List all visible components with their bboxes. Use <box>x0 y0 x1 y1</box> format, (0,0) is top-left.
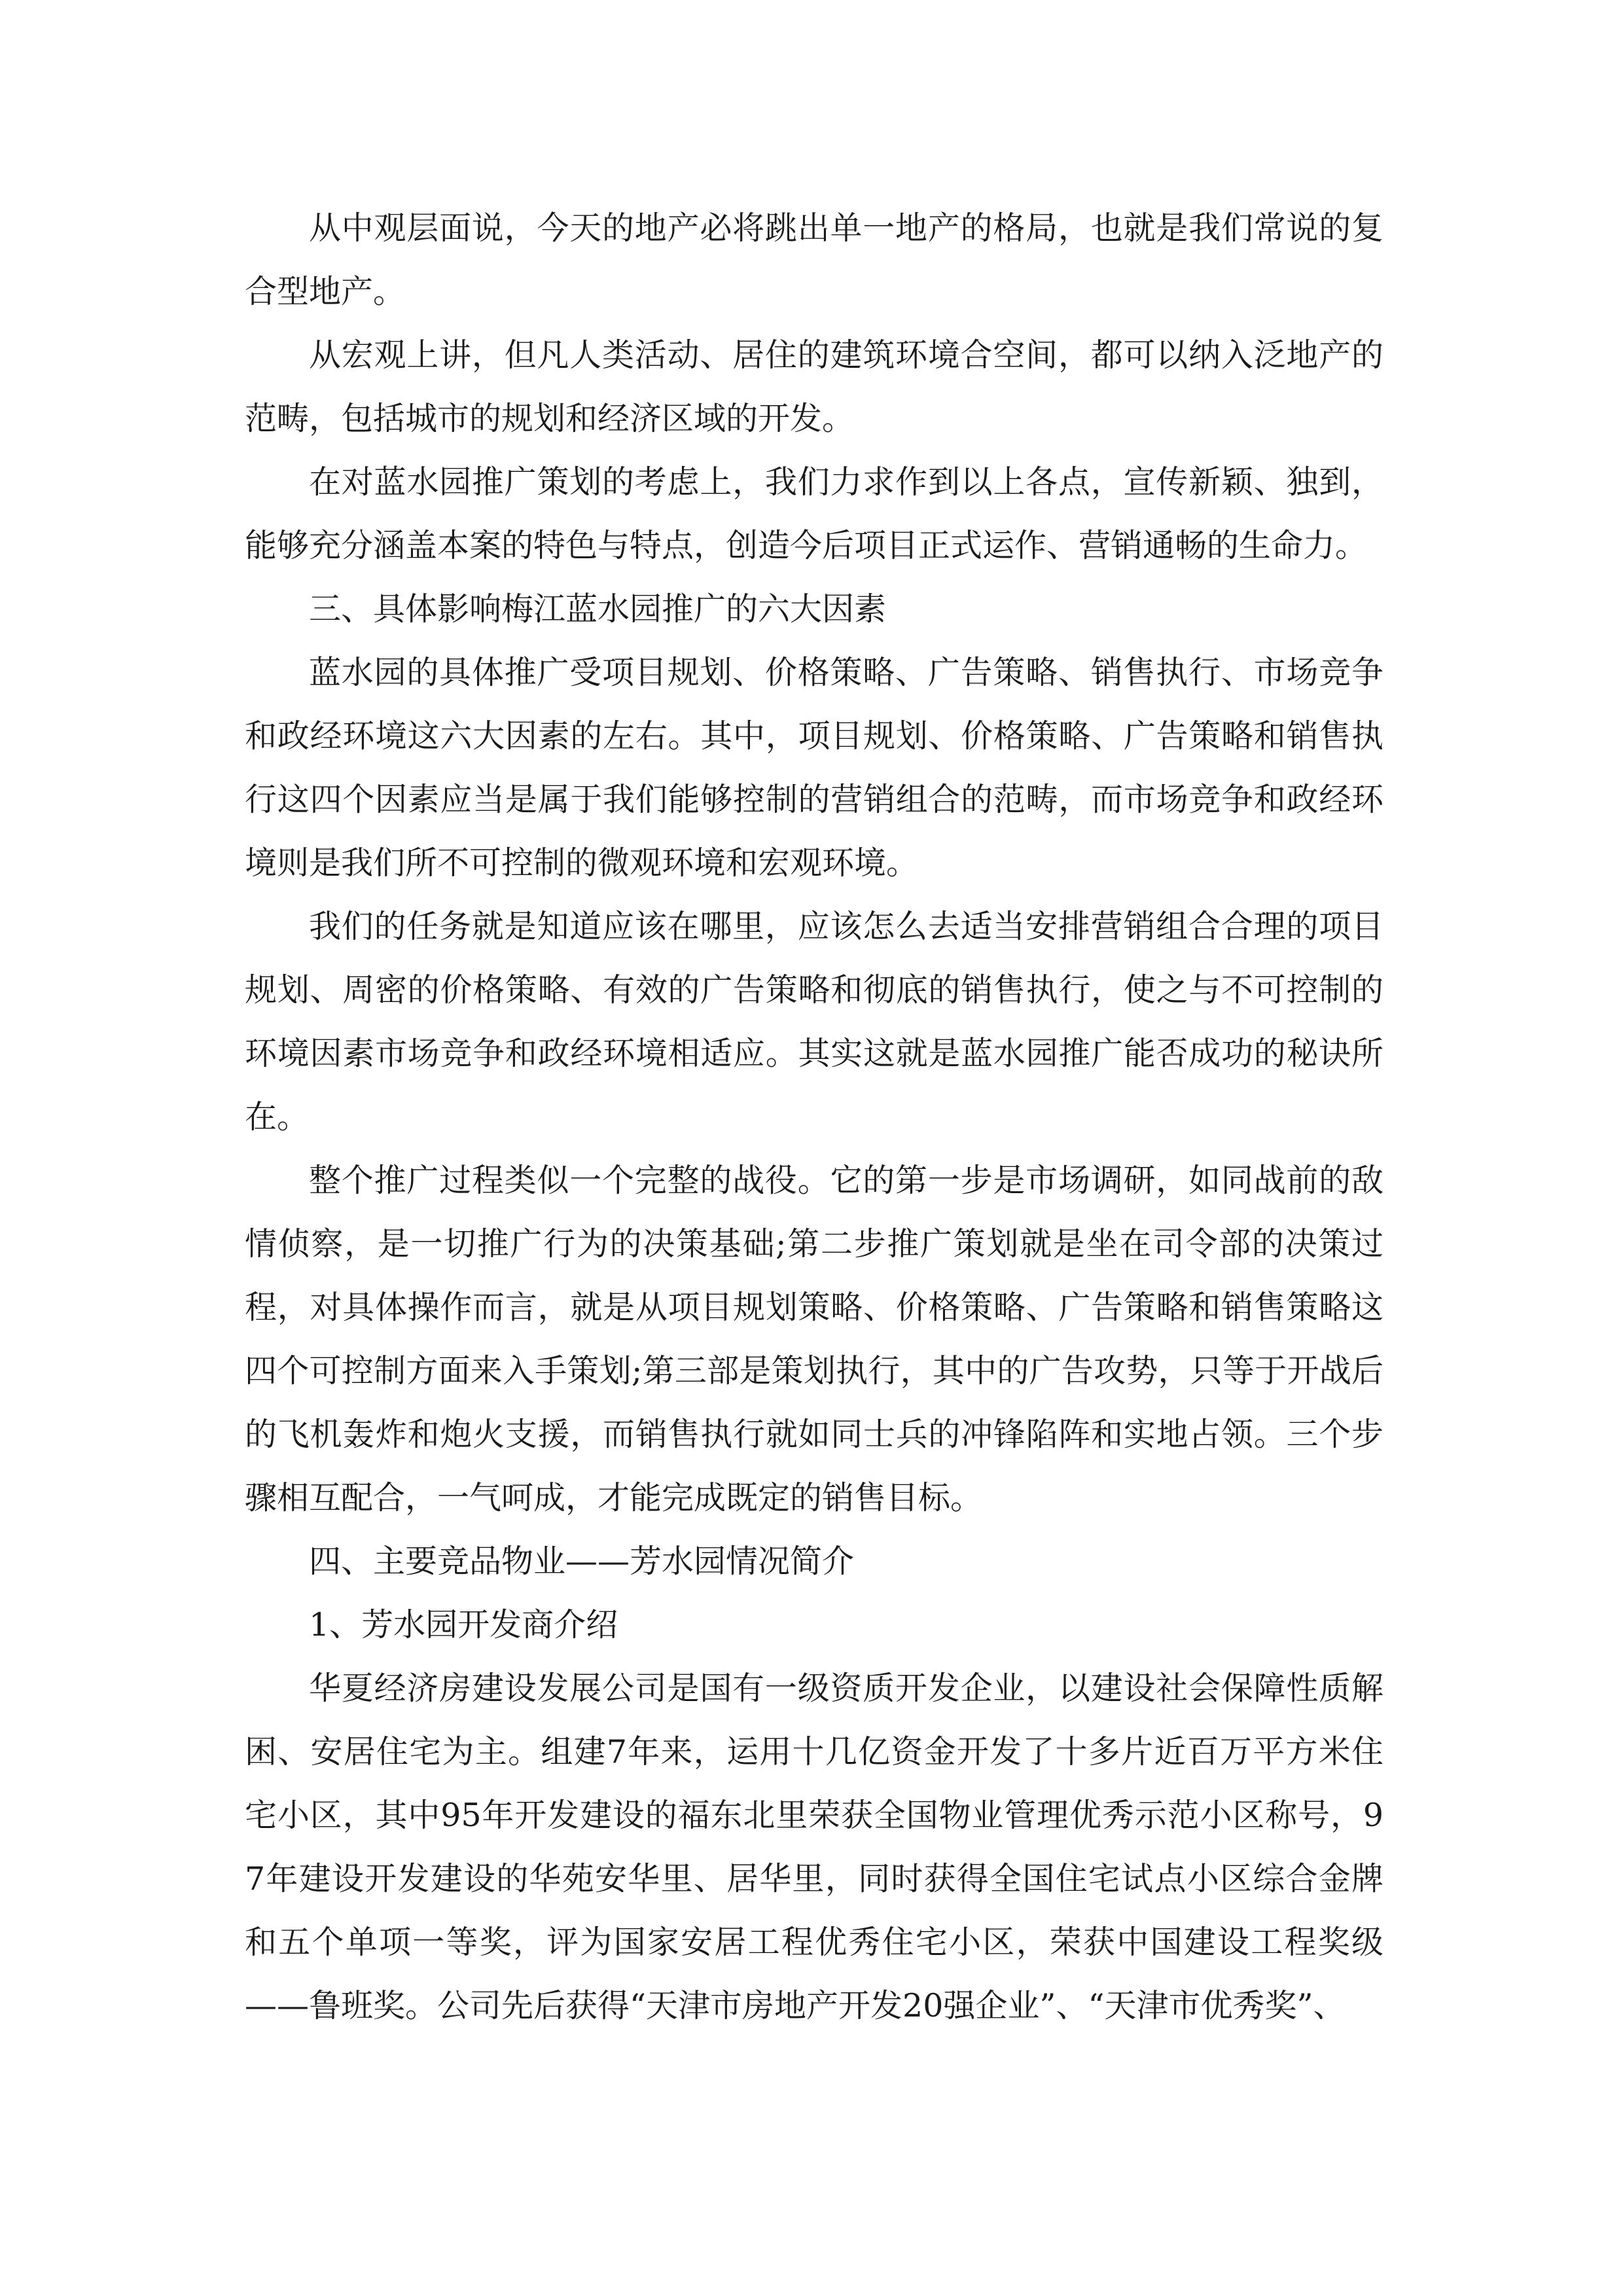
section-heading-4: 四、主要竞品物业——芳水园情况简介 <box>309 1543 855 1580</box>
section-heading-3: 三、具体影响梅江蓝水园推广的六大因素 <box>309 590 887 628</box>
paragraph-task: 我们的任务就是知道应该在哪里，应该怎么去适当安排营销组合合理的项目规划、周密的价格策略、有效的广告策略和彻底的销售执行，使之与不可控制的环境因素市场竞争和政经环境相适应。其实这就是蓝水园推广能否成功的秘诀所在。 <box>245 908 1383 1136</box>
subsection-heading-4-1: 1、芳水园开发商介绍 <box>309 1606 618 1643</box>
paragraph-developer-intro: 华夏经济房建设发展公司是国有一级资质开发企业，以建设社会保障性质解困、安居住宅为主。组建7年来，运用十几亿资金开发了十多片近百万平方米住宅小区，其中95年开发建设的福东北里荣获全国物业管理优秀示范小区称号，97年建设开发建设的华苑安华里、居华里，同时获得全国住宅试点小区综合金牌和五个单项一等奖，评为国家安居工程优秀住宅小区，荣获中国建设工程奖级——鲁班奖。公司先后获得“天津市房地产开发20强企业”、“天津市优秀奖”、 <box>245 1670 1383 2024</box>
paragraph-promotion-planning: 在对蓝水园推广策划的考虑上，我们力求作到以上各点，宣传新颖、独到，能够充分涵盖本案的特色与特点，创造今后项目正式运作、营销通畅的生命力。 <box>245 463 1383 564</box>
paragraph-macroscale: 从宏观上讲，但凡人类活动、居住的建筑环境合空间，都可以纳入泛地产的范畴，包括城市的规划和经济区域的开发。 <box>245 336 1383 437</box>
paragraph-mesoscale: 从中观层面说，今天的地产必将跳出单一地产的格局，也就是我们常说的复合型地产。 <box>245 209 1383 310</box>
paragraph-six-factors: 蓝水园的具体推广受项目规划、价格策略、广告策略、销售执行、市场竞争和政经环境这六大因素的左右。其中，项目规划、价格策略、广告策略和销售执行这四个因素应当是属于我们能够控制的营销组合的范畴，而市场竞争和政经环境则是我们所不可控制的微观环境和宏观环境。 <box>245 654 1383 882</box>
paragraph-campaign: 整个推广过程类似一个完整的战役。它的第一步是市场调研，如同战前的敌情侦察，是一切推广行为的决策基础;第二步推广策划就是坐在司令部的决策过程，对具体操作而言，就是从项目规划策略、价格策略、广告策略和销售策略这四个可控制方面来入手策划;第三部是策划执行，其中的广告攻势，只等于开战后的飞机轰炸和炮火支援，而销售执行就如同士兵的冲锋陷阵和实地占领。三个步骤相互配合，一气呵成，才能完成既定的销售目标。 <box>245 1162 1383 1516</box>
body-text <box>245 196 1383 2037</box>
